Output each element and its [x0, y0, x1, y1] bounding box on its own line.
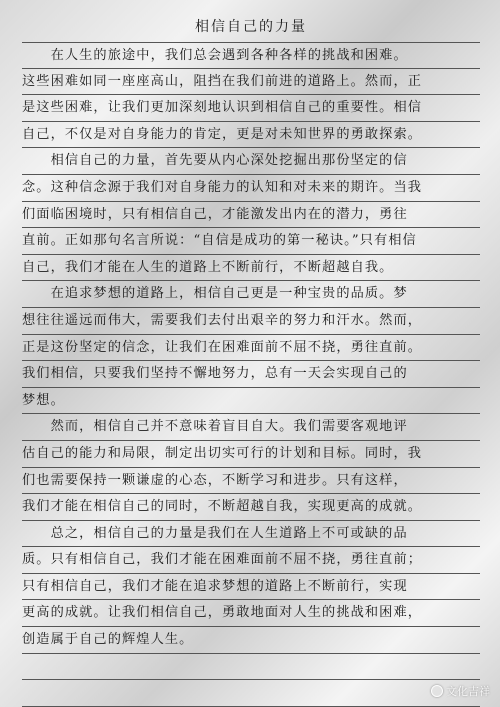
- writing-sheet: [22, 0, 480, 707]
- text-line: 想往往遥远而伟大，需要我们去付出艰辛的努力和汗水。然而，: [22, 308, 480, 335]
- text-line: 我们相信，只要我们坚持不懈地努力，总有一天会实现自己的: [22, 361, 480, 388]
- text-line: 这些困难如同一座座高山，阻挡在我们前进的道路上。然而，正: [22, 69, 480, 96]
- text-line: 们面临困境时，只有相信自己，才能激发出内在的潜力，勇往: [22, 202, 480, 229]
- text-line: 梦想。: [22, 388, 480, 415]
- text-line: 更高的成就。让我们相信自己，勇敢地面对人生的挑战和困难，: [22, 600, 480, 627]
- page-title: 相信自己的力量: [195, 19, 307, 35]
- watermark-text: 文化吉祥: [446, 685, 490, 698]
- text-line: 直前。正如那句名言所说：“自信是成功的第一秘诀。”只有相信: [22, 228, 480, 255]
- text-line: 是这些困难，让我们更加深刻地认识到相信自己的重要性。相信: [22, 95, 480, 122]
- text-line: 质。只有相信自己，我们才能在困难面前不屈不挠，勇往直前；: [22, 547, 480, 574]
- text-line: 们也需要保持一颗谦虚的心态，不断学习和进步。只有这样，: [22, 468, 480, 495]
- text-line: [22, 654, 480, 681]
- watermark-logo-icon: [431, 685, 443, 697]
- text-line: 估自己的能力和局限，制定出切实可行的计划和目标。同时，我: [22, 441, 480, 468]
- text-line: 在人生的旅途中，我们总会遇到各种各样的挑战和困难。: [22, 42, 480, 69]
- text-line: 然而，相信自己并不意味着盲目自大。我们需要客观地评: [22, 414, 480, 441]
- text-line: 总之，相信自己的力量是我们在人生道路上不可或缺的品: [22, 521, 480, 548]
- text-line: 只有相信自己，我们才能在追求梦想的道路上不断前行，实现: [22, 574, 480, 601]
- watermark: [431, 683, 490, 699]
- text-line: 念。这种信念源于我们对自身能力的认知和对未来的期许。当我: [22, 175, 480, 202]
- ruled-lines: [22, 42, 480, 707]
- text-line: 在追求梦想的道路上，相信自己更是一种宝贵的品质。梦: [22, 281, 480, 308]
- text-line: [22, 680, 480, 707]
- text-line: 创造属于自己的辉煌人生。: [22, 627, 480, 654]
- text-line: 自己，我们才能在人生的道路上不断前行，不断超越自我。: [22, 255, 480, 282]
- text-line: 相信自己的力量，首先要从内心深处挖掘出那份坚定的信: [22, 148, 480, 175]
- text-line: 我们才能在相信自己的同时，不断超越自我，实现更高的成就。: [22, 494, 480, 521]
- text-line: 自己，不仅是对自身能力的肯定，更是对未知世界的勇敢探索。: [22, 122, 480, 149]
- text-line: 正是这份坚定的信念，让我们在困难面前不屈不挠，勇往直前。: [22, 335, 480, 362]
